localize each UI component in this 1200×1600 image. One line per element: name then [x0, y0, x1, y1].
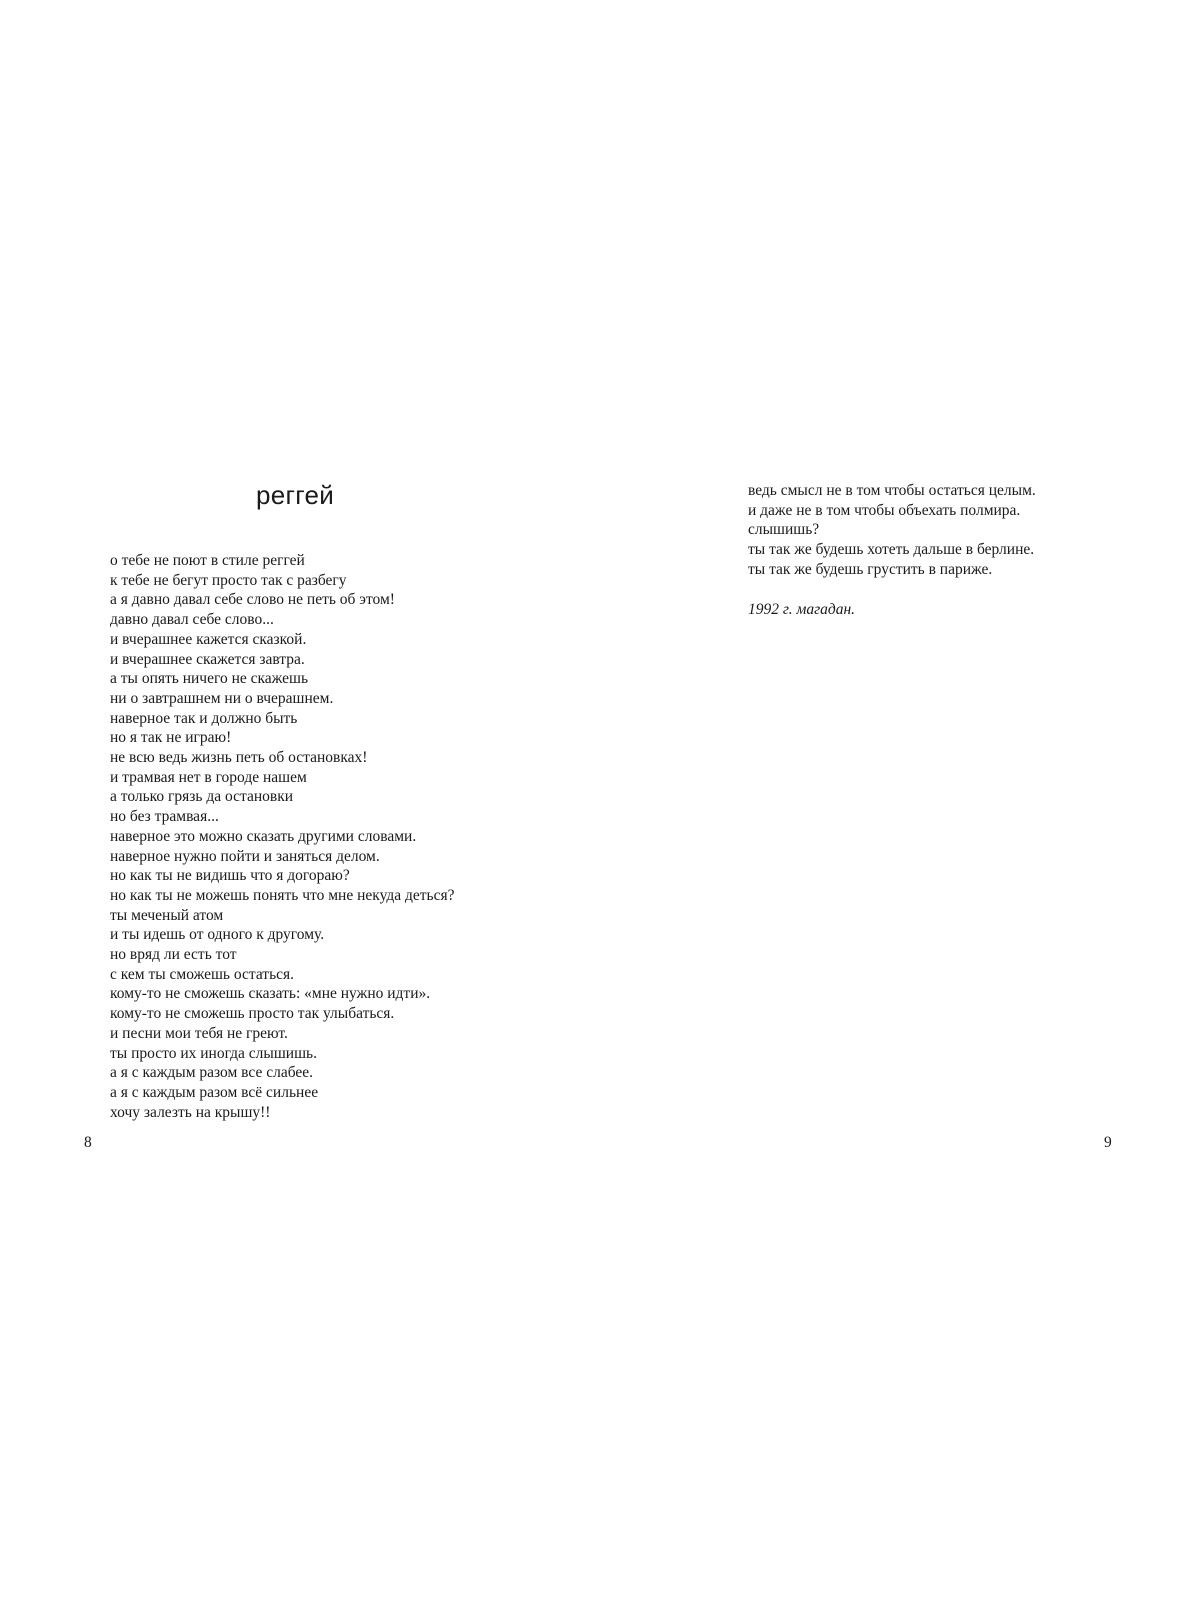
- poem-line: ты меченый атом: [110, 906, 224, 924]
- poem-line: а я давно давал себе слово не петь об этом!: [110, 591, 395, 609]
- poem-title: реггей: [255, 480, 335, 510]
- poem-line: и даже не в том чтобы объехать полмира.: [748, 501, 1021, 519]
- poem-line: а я с каждым разом все слабее.: [110, 1064, 314, 1082]
- poem-line: а ты опять ничего не скажешь: [110, 670, 309, 688]
- poem-line: ни о завтрашнем ни о вчерашнем.: [110, 689, 334, 707]
- page-number-right: 9: [1104, 1134, 1112, 1151]
- poem-line: наверное это можно сказать другими словами.: [110, 827, 417, 845]
- poem-line: кому-то не сможешь просто так улыбаться.: [110, 1005, 395, 1023]
- poem-line: ведь смысл не в том чтобы остаться целым.: [748, 482, 1036, 499]
- poem-line: с кем ты сможешь остаться.: [110, 965, 295, 983]
- poem-lines-left: [110, 551, 530, 1122]
- poem-line: хочу залезть на крышу!!: [110, 1103, 271, 1121]
- poem-line: к тебе не бегут просто так с разбегу: [110, 571, 347, 589]
- poem-line: ты просто их иногда слышишь.: [110, 1044, 317, 1062]
- poem-line: но я так не играю!: [110, 729, 232, 747]
- poem-line: ты так же будешь хотеть дальше в берлине.: [748, 541, 1035, 559]
- poem-line: и ты идешь от одного к другому.: [110, 926, 325, 944]
- poem-line: и песни мои тебя не греют.: [110, 1024, 288, 1042]
- poem-line: а только грязь да остановки: [110, 788, 294, 806]
- poem-lines-right: [748, 481, 1168, 580]
- poem-line: давно давал себе слово...: [110, 611, 274, 629]
- poem-line: слышишь?: [748, 521, 820, 539]
- poem-line: не всю ведь жизнь петь об остановках!: [110, 749, 368, 767]
- poem-line: но как ты не можешь понять что мне некуда деться?: [110, 886, 455, 904]
- poem-line: наверное нужно пойти и заняться делом.: [110, 847, 380, 865]
- poem-line: и вчерашнее скажется завтра.: [110, 650, 305, 668]
- poem-line: и вчерашнее кажется сказкой.: [110, 630, 307, 648]
- poem-line: о тебе не поют в стиле реггей: [110, 552, 305, 569]
- poem-line: и трамвая нет в городе нашем: [110, 768, 307, 786]
- poem-line: но без трамвая...: [110, 808, 219, 826]
- poem-line: наверное так и должно быть: [110, 709, 298, 727]
- right-page: [600, 0, 1200, 1600]
- poem-line: ты так же будешь грустить в париже.: [748, 560, 993, 578]
- poem-line: но вряд ли есть тот: [110, 946, 237, 964]
- poem-line: а я с каждым разом всё сильнее: [110, 1083, 319, 1101]
- poem-dateline: 1992 г. магадан.: [748, 601, 856, 618]
- poem-line: но как ты не видишь что я догораю?: [110, 867, 350, 885]
- page-number-left: 8: [84, 1134, 92, 1151]
- poem-line: кому-то не сможешь сказать: «мне нужно идти».: [110, 985, 431, 1003]
